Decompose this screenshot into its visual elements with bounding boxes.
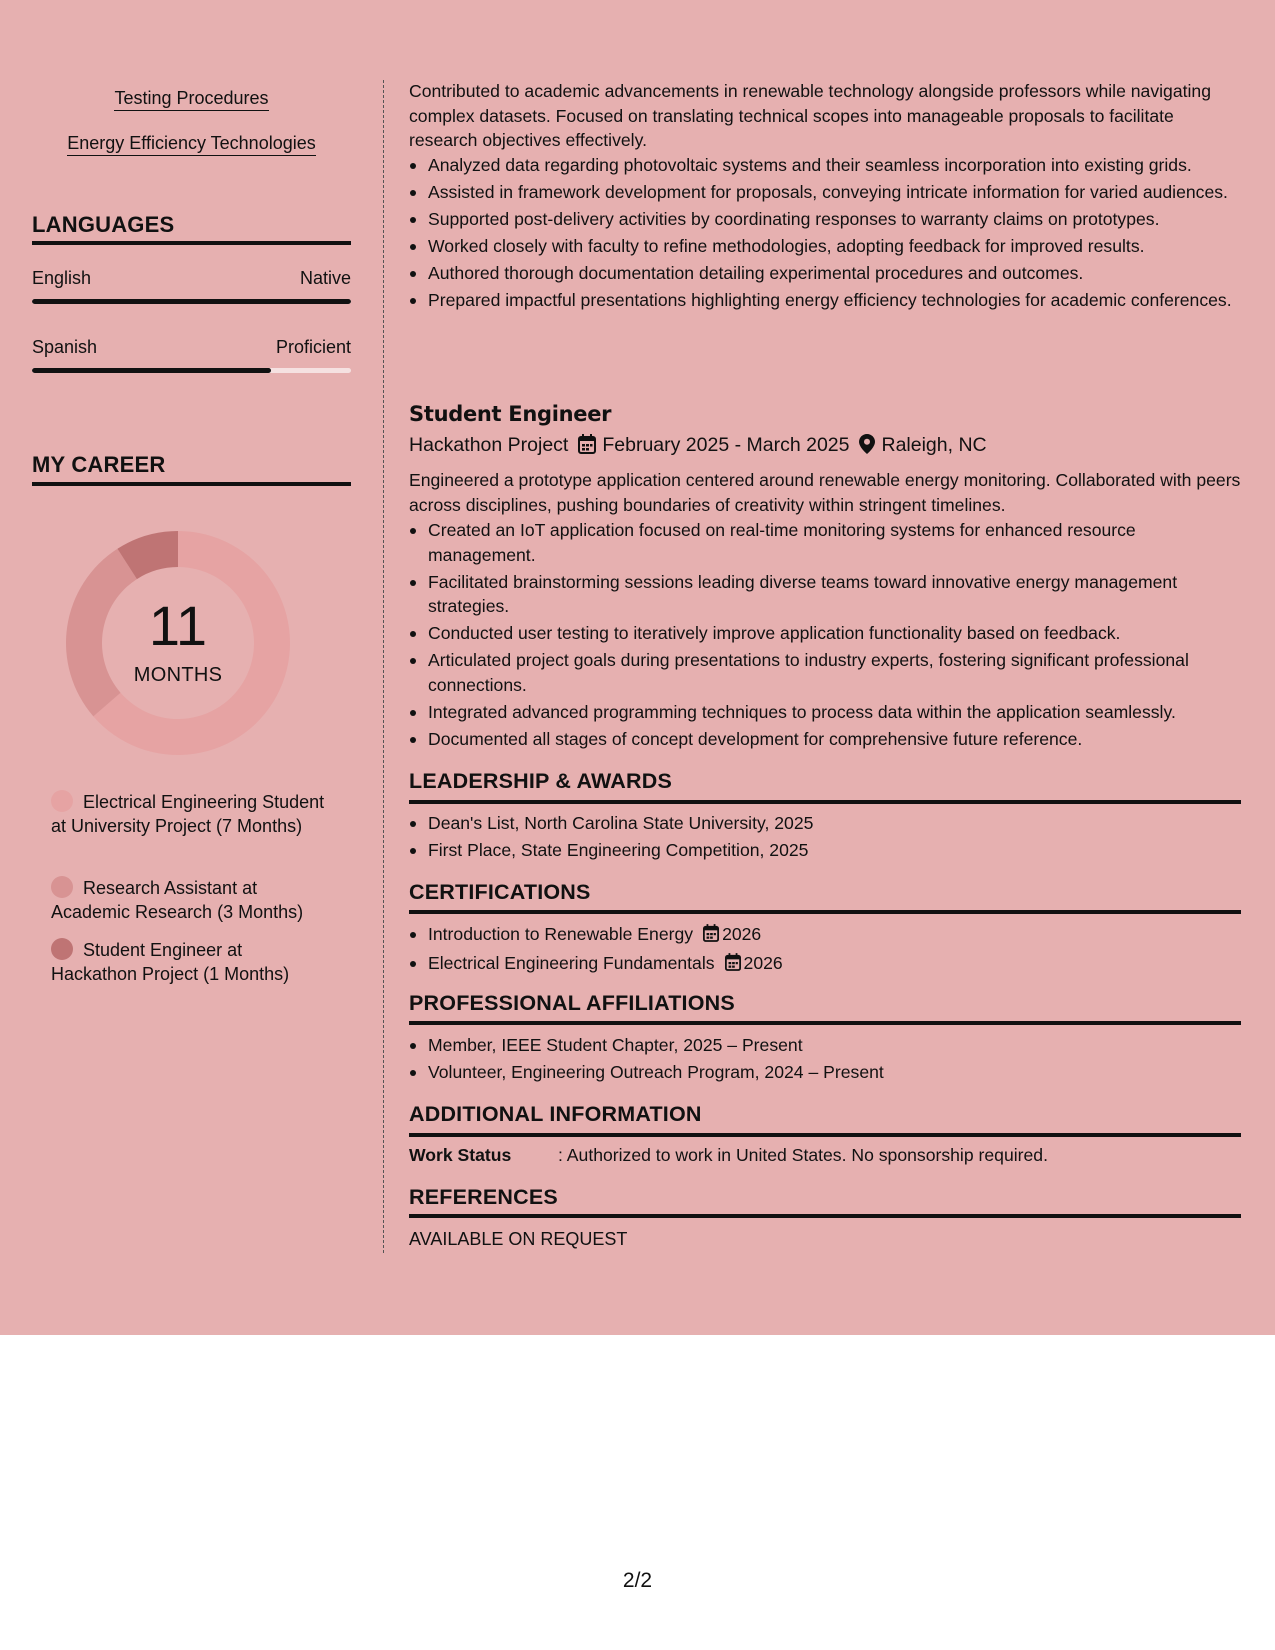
language-bar-fill	[32, 368, 271, 373]
job-company: Hackathon Project	[409, 434, 569, 456]
career-unit: MONTHS	[133, 664, 223, 686]
skill-item: Energy Efficiency Technologies	[32, 133, 351, 154]
job-dates: February 2025 - March 2025	[602, 434, 850, 456]
certifications-list	[409, 922, 1241, 980]
column-divider	[383, 80, 384, 1253]
references-value: AVAILABLE ON REQUEST	[409, 1229, 628, 1249]
work-status-value: : Authorized to work in United States. No sponsorship required.	[558, 1145, 1048, 1165]
work-status	[409, 1145, 1048, 1166]
language-bar	[32, 299, 351, 304]
job-bullets	[409, 153, 1241, 315]
language-name: English	[32, 268, 92, 288]
languages-rule	[32, 241, 351, 245]
legend-dot	[51, 938, 73, 960]
languages-heading: LANGUAGES	[32, 212, 175, 237]
list-item: Authored thorough documentation detailing experimental procedures and outcomes.	[409, 261, 1241, 286]
list-item: Created an IoT application focused on real-time monitoring systems for enhanced resource management.	[409, 518, 1241, 567]
job-summary: Contributed to academic advancements in renewable technology alongside professors while navigating complex datasets. Focused on translating technical scopes into manageable proposals to facilitate research objectives effectively.	[409, 81, 1211, 150]
career-total: 11	[148, 594, 208, 657]
language-row	[32, 337, 351, 358]
list-item: Integrated advanced programming techniques to process data within the application seamlessly.	[409, 700, 1241, 725]
certification-year: 2026	[743, 953, 783, 973]
references-rule	[409, 1214, 1241, 1218]
certifications-heading: CERTIFICATIONS	[409, 880, 591, 904]
legend-dot	[51, 876, 73, 898]
affiliations-rule	[409, 1021, 1241, 1025]
list-item: First Place, State Engineering Competition, 2025	[409, 838, 1241, 863]
certification-name: Electrical Engineering Fundamentals	[428, 953, 715, 973]
leadership-list	[409, 811, 1241, 865]
calendar-icon	[725, 953, 741, 978]
list-item: Worked closely with faculty to refine methodologies, adopting feedback for improved results.	[409, 234, 1241, 259]
skill-item: Testing Procedures	[32, 88, 351, 109]
job-meta	[409, 434, 987, 460]
career-legend-item: Student Engineer at Hackathon Project (1 Months)	[51, 940, 290, 984]
references-heading: REFERENCES	[409, 1185, 558, 1209]
certification-year: 2026	[722, 924, 762, 944]
career-legend-item: Electrical Engineering Student at University Project (7 Months)	[51, 792, 325, 836]
additional-info-rule	[409, 1133, 1241, 1137]
language-bar-fill	[32, 299, 351, 304]
job-title: Student Engineer	[409, 402, 612, 426]
job-bullets	[409, 518, 1241, 754]
career-legend-item: Research Assistant at Academic Research (3 Months)	[51, 878, 304, 922]
affiliations-list	[409, 1033, 1241, 1087]
career-rule	[32, 482, 351, 486]
list-item: Conducted user testing to iteratively improve application functionality based on feedback.	[409, 621, 1241, 646]
calendar-icon	[578, 434, 596, 460]
location-pin-icon	[859, 434, 875, 460]
list-item: Prepared impactful presentations highlighting energy efficiency technologies for academic conferences.	[409, 288, 1241, 313]
list-item: Facilitated brainstorming sessions leading diverse teams toward innovative energy management strategies.	[409, 570, 1241, 619]
list-item: Member, IEEE Student Chapter, 2025 – Present	[409, 1033, 1241, 1058]
certifications-rule	[409, 910, 1241, 914]
language-level: Native	[299, 268, 351, 288]
language-level: Proficient	[275, 337, 351, 357]
certification-name: Introduction to Renewable Energy	[428, 924, 694, 944]
list-item: Dean's List, North Carolina State University, 2025	[409, 811, 1241, 836]
list-item: Articulated project goals during presentations to industry experts, fostering significant professional connections.	[409, 648, 1241, 697]
leadership-rule	[409, 800, 1241, 804]
work-status-label: Work Status	[409, 1145, 512, 1165]
leadership-heading: LEADERSHIP & AWARDS	[409, 769, 673, 793]
language-row	[32, 268, 351, 289]
page-number: 2/2	[622, 1569, 653, 1592]
affiliations-heading: PROFESSIONAL AFFILIATIONS	[409, 991, 735, 1015]
list-item: Assisted in framework development for proposals, conveying intricate information for varied audiences.	[409, 180, 1241, 205]
career-heading: MY CAREER	[32, 452, 166, 477]
list-item: Volunteer, Engineering Outreach Program, 2024 – Present	[409, 1060, 1241, 1085]
calendar-icon	[703, 924, 719, 949]
list-item	[409, 922, 1241, 949]
list-item: Supported post-delivery activities by coordinating responses to warranty claims on prototypes.	[409, 207, 1241, 232]
list-item	[409, 951, 1241, 978]
job-summary: Engineered a prototype application centered around renewable energy monitoring. Collaborated with peers across disciplines, pushing boundaries of creativity within stringent timelines.	[409, 470, 1241, 515]
additional-info-heading: ADDITIONAL INFORMATION	[409, 1102, 702, 1126]
job-location: Raleigh, NC	[881, 434, 987, 456]
legend-dot	[51, 790, 73, 812]
list-item: Analyzed data regarding photovoltaic systems and their seamless incorporation into existing grids.	[409, 153, 1241, 178]
language-bar	[32, 368, 351, 373]
list-item: Documented all stages of concept development for comprehensive future reference.	[409, 727, 1241, 752]
language-name: Spanish	[32, 337, 98, 357]
